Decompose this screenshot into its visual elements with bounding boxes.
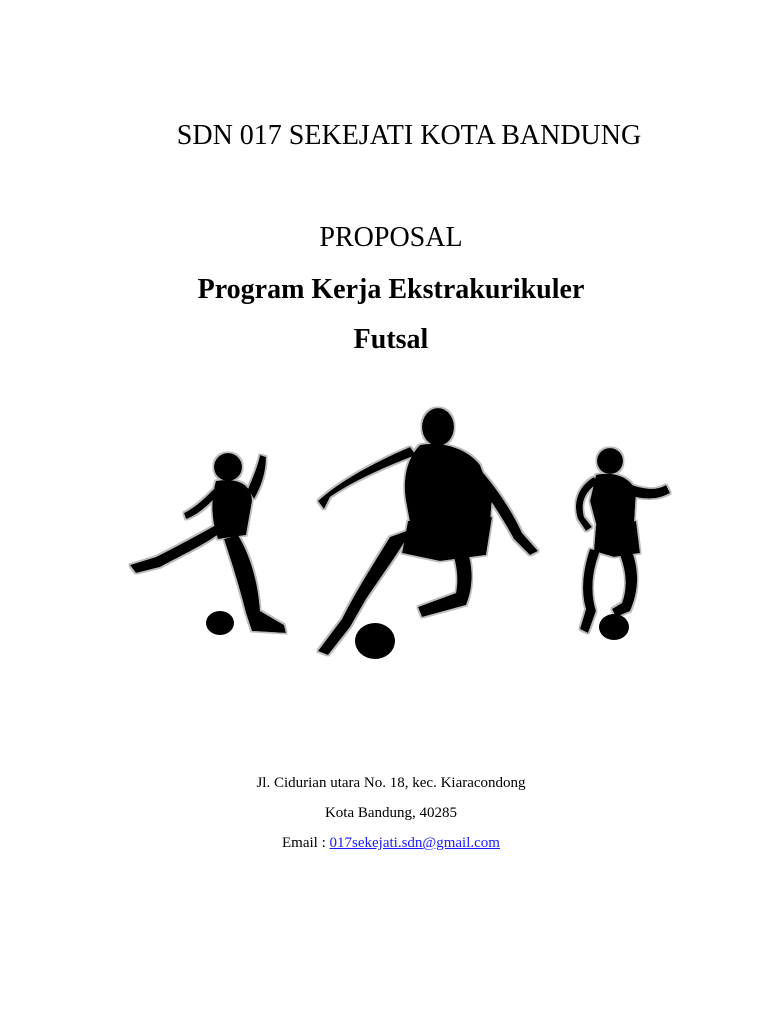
middle-player-silhouette xyxy=(318,408,538,655)
school-name: SDN 017 SEKEJATI KOTA BANDUNG xyxy=(176,120,642,151)
city-line: Kota Bandung, 40285 xyxy=(324,805,458,821)
left-ball xyxy=(206,611,234,635)
right-player-silhouette xyxy=(576,448,670,633)
left-player-silhouette xyxy=(130,453,286,633)
email-link[interactable]: 017sekejati.sdn@gmail.com xyxy=(329,835,500,851)
email-line xyxy=(0,835,768,852)
activity-title: Futsal xyxy=(353,324,429,355)
address-line: Jl. Cidurian utara No. 18, kec. Kiaracondong xyxy=(256,775,526,791)
email-label: Email : xyxy=(282,835,330,851)
right-ball xyxy=(599,614,629,640)
futsal-players-silhouette-icon xyxy=(120,405,680,670)
proposal-label: PROPOSAL xyxy=(319,222,463,253)
middle-ball xyxy=(355,623,395,659)
program-title: Program Kerja Ekstrakurikuler xyxy=(197,274,585,305)
